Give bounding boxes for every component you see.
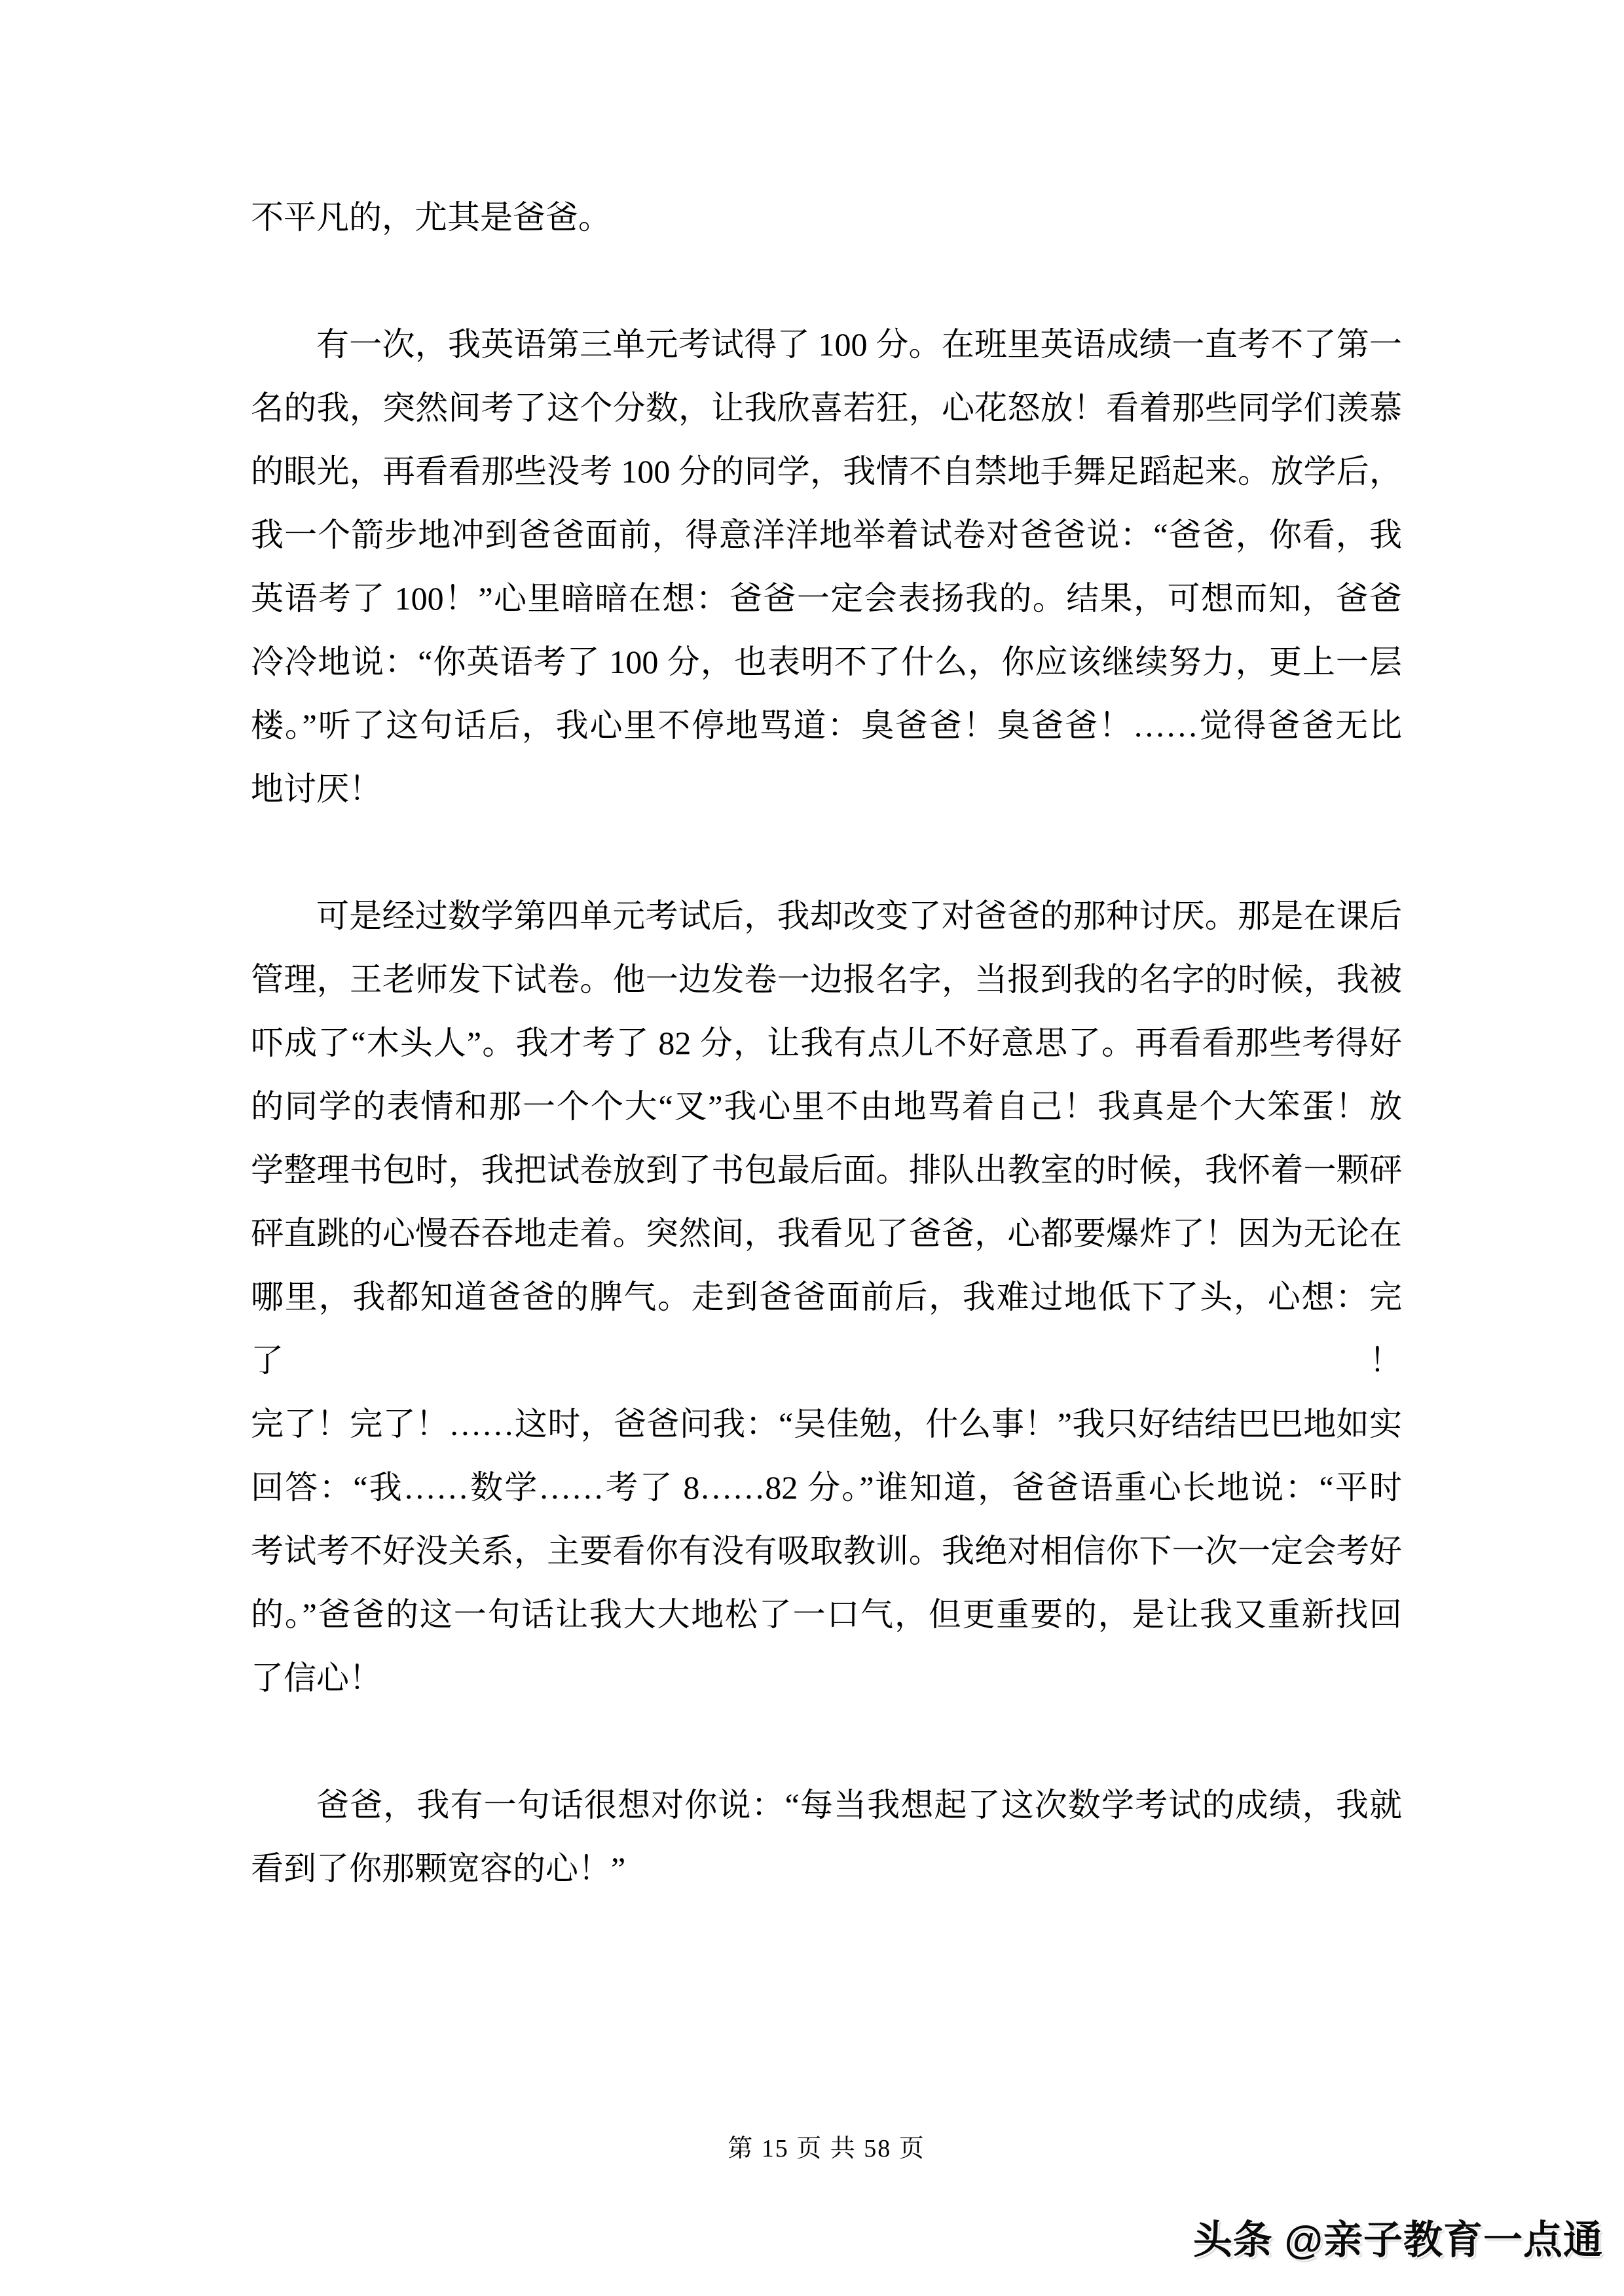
text-line: 有一次，我英语第三单元考试得了 100 分。在班里英语成绩一直考不了第一 — [316, 326, 1402, 363]
text-line: 可是经过数学第四单元考试后，我却改变了对爸爸的那种讨厌。那是在课后 — [316, 898, 1402, 934]
text-line: 砰直跳的心慢吞吞地走着。突然间，我看见了爸爸，心都要爆炸了！因为无论在 — [251, 1215, 1402, 1252]
text-line: 的。”爸爸的这一句话让我大大地松了一口气，但更重要的，是让我又重新找回 — [251, 1596, 1402, 1633]
text-line: 我一个箭步地冲到爸爸面前，得意洋洋地举着试卷对爸爸说：“爸爸，你看，我 — [251, 517, 1402, 553]
text-line: 不平凡的，尤其是爸爸。 — [251, 199, 611, 236]
text-line: 吓成了“木头人”。我才考了 82 分，让我有点儿不好意思了。再看看那些考得好 — [251, 1025, 1402, 1061]
text-line: 地讨厌！ — [251, 771, 382, 807]
text-line: 名的我，突然间考了这个分数，让我欣喜若狂，心花怒放！看着那些同学们羡慕 — [251, 390, 1402, 426]
text-line: 的同学的表情和那一个个大“叉”我心里不由地骂着自己！我真是个大笨蛋！放 — [251, 1088, 1402, 1125]
text-line: 学整理书包时，我把试卷放到了书包最后面。排队出教室的时候，我怀着一颗砰 — [251, 1152, 1402, 1188]
text-line: 管理，王老师发下试卷。他一边发卷一边报名字，当报到我的名字的时候，我被 — [251, 961, 1402, 998]
page-number-footer: 第 15 页 共 58 页 — [728, 2135, 925, 2162]
text-line: 英语考了 100！”心里暗暗在想：爸爸一定会表扬我的。结果，可想而知，爸爸 — [251, 580, 1402, 617]
text-line: 了信心！ — [251, 1660, 382, 1696]
text-line: 爸爸，我有一句话很想对你说：“每当我想起了这次数学考试的成绩，我就 — [316, 1787, 1402, 1823]
paragraph — [251, 1774, 1402, 1901]
document-text — [251, 186, 1402, 1964]
paragraph — [251, 313, 1402, 821]
text-line: 看到了你那颗宽容的心！” — [251, 1850, 626, 1887]
text-line: 回答：“我……数学……考了 8……82 分。”谁知道，爸爸语重心长地说：“平时 — [251, 1469, 1402, 1506]
text-line: 楼。”听了这句话后，我心里不停地骂道：臭爸爸！臭爸爸！……觉得爸爸无比 — [251, 707, 1402, 744]
paragraph — [251, 884, 1402, 1710]
text-line: 考试考不好没关系，主要看你有没有吸取教训。我绝对相信你下一次一定会考好 — [251, 1533, 1402, 1569]
text-line: 哪里，我都知道爸爸的脾气。走到爸爸面前后，我难过地低下了头，心想：完了！ — [251, 1279, 1402, 1379]
text-line: 冷冷地说：“你英语考了 100 分，也表明不了什么，你应该继续努力，更上一层 — [251, 644, 1402, 680]
text-line: 完了！完了！……这时，爸爸问我：“吴佳勉，什么事！”我只好结结巴巴地如实 — [251, 1406, 1402, 1442]
text-line: 的眼光，再看看那些没考 100 分的同学，我情不自禁地手舞足蹈起来。放学后， — [251, 453, 1402, 490]
watermark-text: 头条 @亲子教育一点通 — [1192, 2218, 1603, 2262]
paragraph — [251, 186, 1402, 249]
